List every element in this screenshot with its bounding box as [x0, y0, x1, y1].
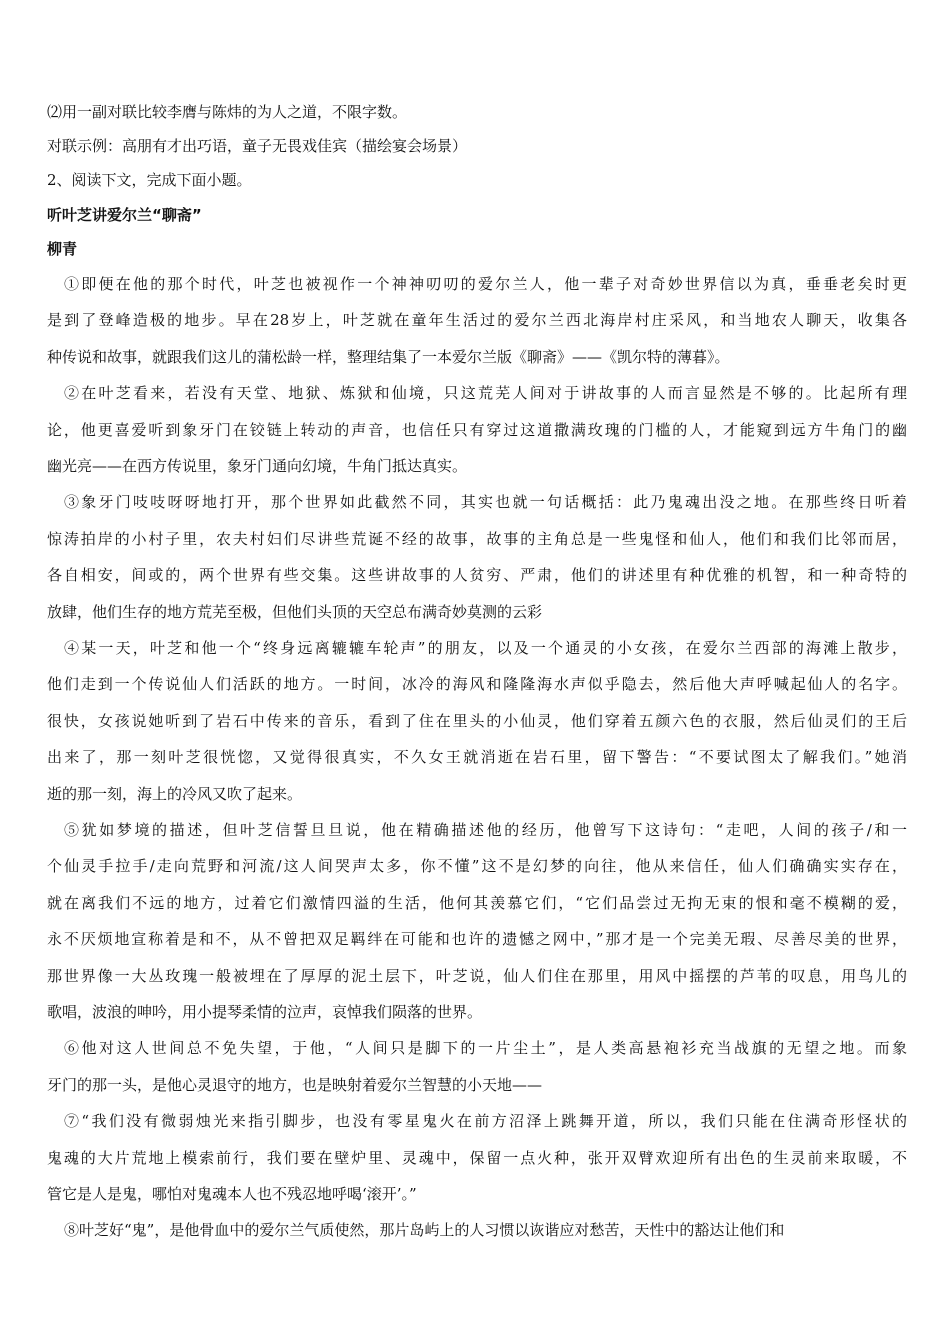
paragraph-line: 是到了登峰造极的地步。早在28岁上，叶芝就在童年生活过的爱尔兰西北海岸村庄采风，和当地农人聊天，收集各	[47, 311, 907, 329]
paragraph-line: ②在叶芝看来，若没有天堂、地狱、炼狱和仙境，只这荒芜人间对于讲故事的人而言显然是不够的。比起所有理	[64, 384, 907, 402]
paragraph-line: 个仙灵手拉手/走向荒野和河流/这人间哭声太多，你不懂”这不是幻梦的向往，他从来信任，仙人们确确实实存在，	[47, 857, 907, 875]
paragraph-line: ⑤犹如梦境的描述，但叶芝信誓旦旦说，他在精确描述他的经历，他曾写下这诗句：“走吧，人间的孩子/和一	[64, 821, 907, 839]
paragraph-line: 就在离我们不远的地方，过着它们激情四溢的生活，他何其羡慕它们，“它们品尝过无拘无束的恨和毫不模糊的爱，	[47, 894, 907, 912]
paragraph-line: 逝的那一刻，海上的冷风又吹了起来。	[47, 785, 303, 803]
article-title: 听叶芝讲爱尔兰“聊斋”	[47, 206, 202, 224]
paragraph-line: 鬼魂的大片荒地上模索前行，我们要在壁炉里、灵魂中，保留一点火种，张开双臂欢迎所有出色的生灵前来取暖，不	[47, 1149, 907, 1167]
paragraph-line: 惊涛拍岸的小村子里，农夫村妇们尽讲些荒诞不经的故事，故事的主角总是一些鬼怪和仙人，他们和我们比邻而居，	[47, 530, 907, 548]
paragraph-line: ⑥他对这人世间总不免失望，于他，“人间只是脚下的一片尘土”，是人类高悬袍衫充当战旗的无望之地。而象	[64, 1039, 907, 1057]
couplet-example: 对联示例：高朋有才出巧语，童子无畏戏佳宾（描绘宴会场景）	[47, 137, 468, 155]
paragraph-line: 他们走到一个传说仙人们活跃的地方。一时间，冰冷的海风和隆隆海水声似乎隐去，然后他大声呼喊起仙人的名字。	[47, 675, 907, 693]
paragraph-line: ④某一天，叶芝和他一个“终身远离辘辘车轮声”的朋友，以及一个通灵的小女孩，在爱尔兰西部的海滩上散步，	[64, 639, 907, 657]
paragraph-line: 出来了，那一刻叶芝很恍惚，又觉得很真实，不久女王就消逝在岩石里，留下警告：“不要试图太了解我们。”她消	[47, 748, 907, 766]
paragraph-line: 那世界像一大丛玫瑰一般被埋在了厚厚的泥土层下，叶芝说，仙人们住在那里，用风中摇摆的芦苇的叹息，用鸟儿的	[47, 967, 907, 985]
paragraph-line: 永不厌烦地宣称着是和不，从不曾把双足羁绊在可能和也许的遗憾之网中，”那才是一个完美无瑕、尽善尽美的世界，	[47, 930, 907, 948]
paragraph-line: 幽光亮——在西方传说里，象牙门通向幻境，牛角门抵达真实。	[47, 457, 468, 475]
section-instruction: 2、阅读下文，完成下面小题。	[47, 171, 252, 189]
paragraph-line: 种传说和故事，就跟我们这儿的蒲松龄一样，整理结集了一本爱尔兰版《聊斋》——《凯尔特的薄暮》。	[47, 348, 730, 366]
paragraph-line: 牙门的那一头，是他心灵退守的地方，也是映射着爱尔兰智慧的小天地——	[47, 1076, 543, 1094]
paragraph-line: 很快，女孩说她听到了岩石中传来的音乐，看到了住在里头的小仙灵，他们穿着五颜六色的衣服，然后仙灵们的王后	[47, 712, 907, 730]
paragraph-line: ⑧叶芝好“鬼”，是他骨血中的爱尔兰气质使然，那片岛屿上的人习惯以诙谐应对愁苦，天性中的豁达让他们和	[64, 1221, 785, 1239]
paragraph-line: 管它是人是鬼，哪怕对鬼魂本人也不残忍地呼喝‘滚开’。”	[47, 1185, 417, 1203]
paragraph-line: ③象牙门吱吱呀呀地打开，那个世界如此截然不同，其实也就一句话概括：此乃鬼魂出没之地。在那些终日听着	[64, 493, 907, 511]
paragraph-line: 论，他更喜爱听到象牙门在铰链上转动的声音，也信任只有穿过这道撒满玫瑰的门槛的人，才能窥到远方牛角门的幽	[47, 421, 907, 439]
article-author: 柳青	[47, 240, 78, 258]
paragraph-line: ①即便在他的那个时代，叶芝也被视作一个神神叨叨的爱尔兰人，他一辈子对奇妙世界信以为真，垂垂老矣时更	[64, 275, 907, 293]
paragraph-line: ⑦“我们没有微弱烛光来指引脚步，也没有零星鬼火在前方沼泽上跳舞开道，所以，我们只能在住满奇形怪状的	[64, 1112, 907, 1130]
question-line: ⑵用一副对联比较李膺与陈炜的为人之道，不限字数。	[47, 103, 408, 121]
paragraph-line: 歌唱，波浪的呻吟，用小提琴柔情的泣声，哀悼我们陨落的世界。	[47, 1003, 483, 1021]
paragraph-line: 各自相安，间或的，两个世界有些交集。这些讲故事的人贫穷、严肃，他们的讲述里有种优雅的机智，和一种奇特的	[47, 566, 907, 584]
paragraph-line: 放肆，他们生存的地方荒芜至极，但他们头顶的天空总布满奇妙莫测的云彩	[47, 603, 543, 621]
